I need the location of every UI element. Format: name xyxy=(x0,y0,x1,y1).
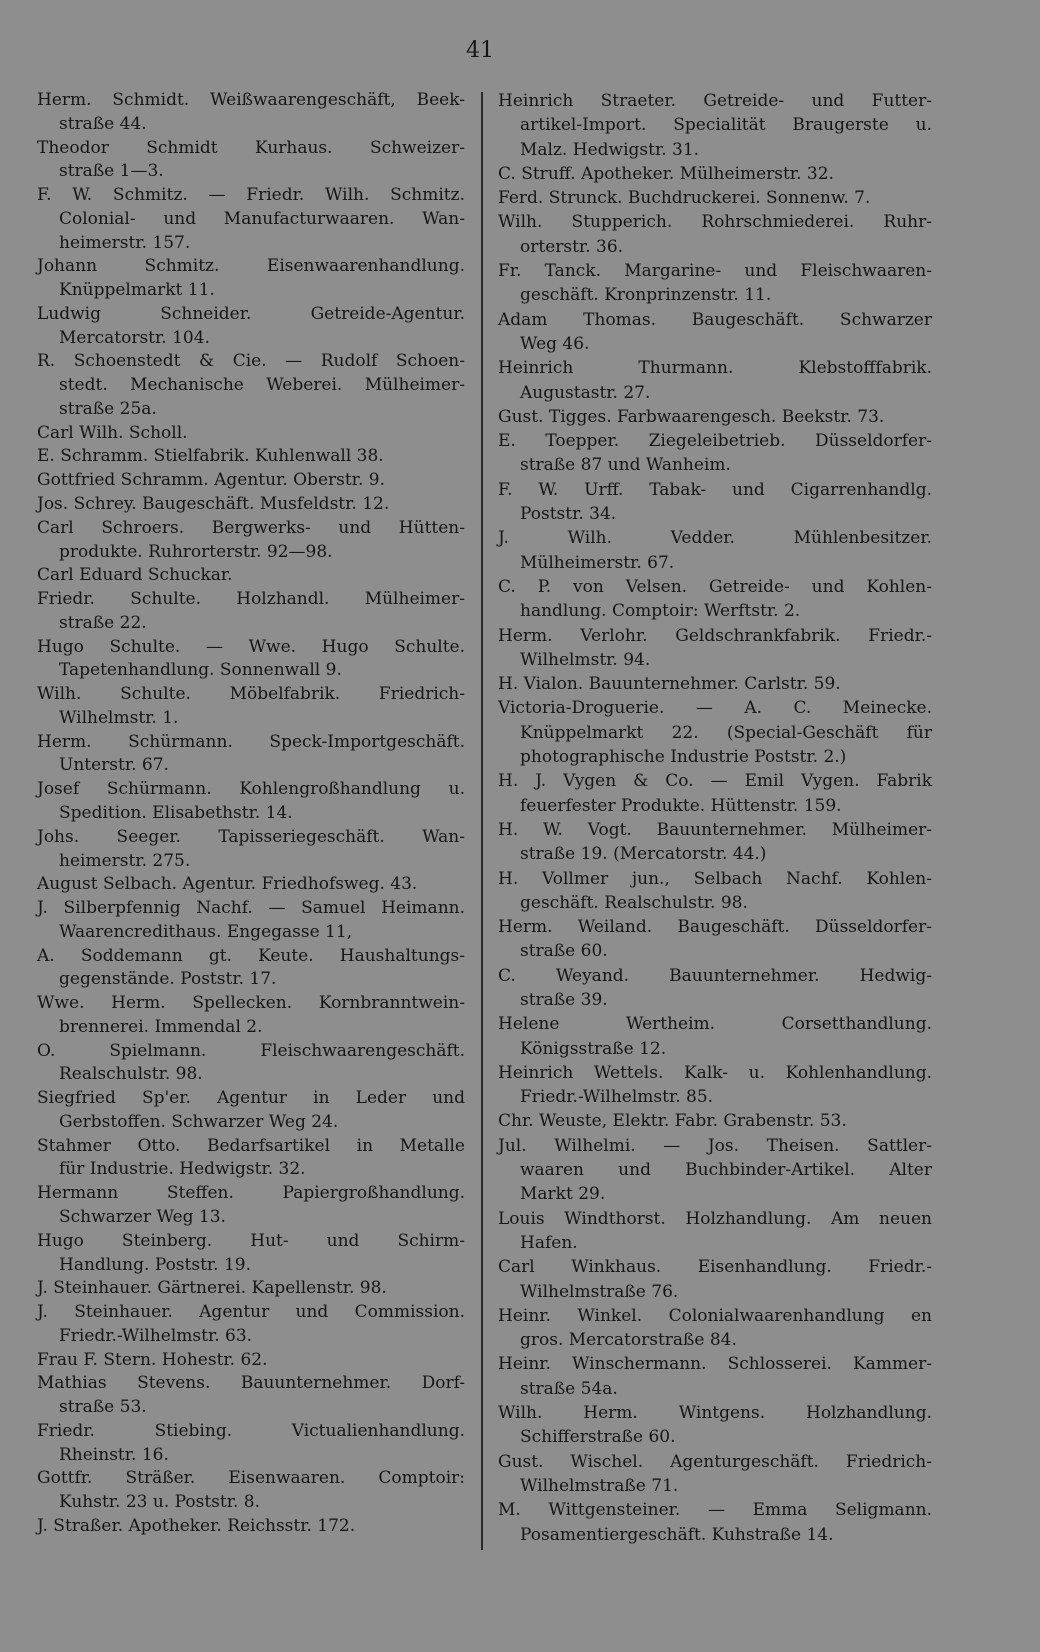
entry-line: Herm. Schmidt. Weißwaarengeschäft, Beek- xyxy=(37,90,465,110)
entry-line: Adam Thomas. Baugeschäft. Schwarzer xyxy=(498,309,932,330)
entry-line: Herm. Schürmann. Speck-Importgeschäft. xyxy=(37,731,465,752)
entry-continuation-line: Augustastr. 27. xyxy=(520,382,651,403)
entry-line: H. W. Vogt. Bauunternehmer. Mülheimer- xyxy=(498,819,932,840)
entry-continuation-line: heimerstr. 157. xyxy=(59,232,191,253)
entry-line: Hugo Schulte. — Wwe. Hugo Schulte. xyxy=(37,636,465,657)
directory-entry xyxy=(37,493,465,517)
entry-line: Wilh. Herm. Wintgens. Holzhandlung. xyxy=(498,1403,932,1424)
entry-continuation-line: waaren und Buchbinder-Artikel. Alter xyxy=(520,1160,932,1181)
directory-entry xyxy=(498,1207,932,1256)
entry-continuation-line: Waarencredithaus. Engegasse 11, xyxy=(59,921,353,942)
entry-continuation-line: feuerfester Produkte. Hüttenstr. 159. xyxy=(520,795,842,816)
entry-continuation-line: Schwarzer Weg 13. xyxy=(59,1206,226,1227)
directory-entry xyxy=(498,818,932,867)
entry-line: Carl Winkhaus. Eisenhandlung. Friedr.- xyxy=(498,1257,932,1278)
entry-continuation-line: stedt. Mechanische Weberei. Mülheimer- xyxy=(59,375,465,396)
entry-line: Mathias Stevens. Bauunternehmer. Dorf- xyxy=(37,1373,465,1394)
entry-line: Wilh. Stupperich. Rohrschmiederei. Ruhr- xyxy=(498,212,932,233)
entry-line: Jul. Wilhelmi. — Jos. Theisen. Sattler- xyxy=(498,1135,932,1156)
entry-continuation-line: handlung. Comptoir: Werftstr. 2. xyxy=(520,601,801,622)
entry-continuation-line: brennerei. Immendal 2. xyxy=(59,1016,263,1037)
entry-line: Heinrich Wettels. Kalk- u. Kohlenhandlung. xyxy=(498,1062,932,1083)
directory-entry xyxy=(37,445,465,469)
entry-line: Heinrich Straeter. Getreide- und Futter- xyxy=(498,91,932,111)
entry-continuation-line: straße 25a. xyxy=(59,398,157,419)
entry-continuation-line: Unterstr. 67. xyxy=(59,755,169,776)
entry-line: Heinr. Winkel. Colonialwaarenhandlung en xyxy=(498,1305,932,1326)
entry-continuation-line: Wilhelmstraße 71. xyxy=(520,1475,679,1496)
directory-entry xyxy=(37,469,465,493)
entry-continuation-line: Realschulstr. 98. xyxy=(59,1064,203,1085)
entry-line: Gust. Tigges. Farbwaarengesch. Beekstr. 73. xyxy=(498,406,885,427)
directory-entry xyxy=(498,1450,932,1499)
directory-entry xyxy=(37,778,465,826)
directory-entry xyxy=(498,1498,932,1547)
entry-continuation-line: Colonial- und Manufacturwaaren. Wan- xyxy=(59,208,465,229)
directory-entry xyxy=(498,210,932,259)
directory-entry xyxy=(498,89,932,162)
directory-entry xyxy=(37,1040,465,1088)
entry-continuation-line: Markt 29. xyxy=(520,1184,606,1205)
entry-continuation-line: straße 19. (Mercatorstr. 44.) xyxy=(520,844,767,865)
entry-continuation-line: artikel-Import. Specialität Braugerste u. xyxy=(520,115,932,136)
directory-entry xyxy=(498,478,932,527)
directory-entry xyxy=(498,1134,932,1207)
entry-line: Friedr. Schulte. Holzhandl. Mülheimer- xyxy=(37,589,465,610)
entry-continuation-line: geschäft. Kronprinzenstr. 11. xyxy=(520,285,772,306)
directory-entry xyxy=(498,1401,932,1450)
entry-continuation-line: Königsstraße 12. xyxy=(520,1038,667,1059)
entry-continuation-line: Malz. Hedwigstr. 31. xyxy=(520,139,700,160)
directory-entry xyxy=(37,1277,465,1301)
entry-continuation-line: straße 22. xyxy=(59,612,147,633)
entry-line: Friedr. Stiebing. Victualienhandlung. xyxy=(37,1420,465,1441)
directory-entry xyxy=(498,1012,932,1061)
entry-continuation-line: gros. Mercatorstraße 84. xyxy=(520,1330,737,1351)
entry-line: Fr. Tanck. Margarine- und Fleischwaaren- xyxy=(498,261,932,282)
entry-line: E. Schramm. Stielfabrik. Kuhlenwall 38. xyxy=(37,446,384,467)
directory-entry xyxy=(37,1230,465,1278)
entry-line: C. P. von Velsen. Getreide- und Kohlen- xyxy=(498,576,932,597)
directory-entry xyxy=(498,356,932,405)
entry-continuation-line: Mercatorstr. 104. xyxy=(59,327,210,348)
entry-line: Heinr. Winschermann. Schlosserei. Kammer- xyxy=(498,1354,932,1375)
directory-entry xyxy=(37,1349,465,1373)
directory-entry xyxy=(498,1255,932,1304)
entry-continuation-line: Kuhstr. 23 u. Poststr. 8. xyxy=(59,1492,261,1513)
entry-line: Chr. Weuste, Elektr. Fabr. Grabenstr. 53. xyxy=(498,1111,847,1132)
entry-continuation-line: straße 60. xyxy=(520,941,608,962)
entry-continuation-line: Tapetenhandlung. Sonnenwall 9. xyxy=(59,660,342,681)
entry-continuation-line: Gerbstoffen. Schwarzer Weg 24. xyxy=(59,1111,339,1132)
directory-entry xyxy=(37,683,465,731)
directory-entry xyxy=(498,672,932,696)
entry-line: Wilh. Schulte. Möbelfabrik. Friedrich- xyxy=(37,684,465,705)
entry-line: Johs. Seeger. Tapisseriegeschäft. Wan- xyxy=(37,826,465,847)
entry-continuation-line: straße 53. xyxy=(59,1397,147,1418)
directory-entry xyxy=(37,945,465,993)
entry-line: J. Straßer. Apotheker. Reichsstr. 172. xyxy=(37,1515,356,1536)
entry-line: F. W. Schmitz. — Friedr. Wilh. Schmitz. xyxy=(37,185,465,206)
directory-entry xyxy=(498,769,932,818)
entry-line: Herm. Weiland. Baugeschäft. Düsseldorfer- xyxy=(498,917,932,938)
directory-entry xyxy=(37,1372,465,1420)
entry-continuation-line: photographische Industrie Poststr. 2.) xyxy=(520,747,847,768)
directory-entry xyxy=(37,826,465,874)
entry-line: Siegfried Sp'er. Agentur in Leder und xyxy=(37,1088,465,1109)
directory-entry xyxy=(37,992,465,1040)
directory-entry xyxy=(498,1109,932,1133)
directory-entry xyxy=(498,405,932,429)
entry-line: Carl Schroers. Bergwerks- und Hütten- xyxy=(37,517,465,538)
entry-line: Helene Wertheim. Corsetthandlung. xyxy=(498,1014,932,1035)
entry-line: Ludwig Schneider. Getreide-Agentur. xyxy=(37,303,465,324)
entry-line: H. Vollmer jun., Selbach Nachf. Kohlen- xyxy=(498,868,932,889)
entry-line: J. Steinhauer. Agentur und Commission. xyxy=(37,1302,465,1323)
directory-entry xyxy=(37,873,465,897)
entry-line: H. Vialon. Bauunternehmer. Carlstr. 59. xyxy=(498,674,841,695)
entry-line: Hermann Steffen. Papiergroßhandlung. xyxy=(37,1183,465,1204)
entry-line: R. Schoenstedt & Cie. — Rudolf Schoen- xyxy=(37,351,465,372)
entry-continuation-line: straße 54a. xyxy=(520,1378,618,1399)
entry-line: H. J. Vygen & Co. — Emil Vygen. Fabrik xyxy=(498,771,932,792)
directory-entry xyxy=(498,575,932,624)
entry-line: F. W. Urff. Tabak- und Cigarrenhandlg. xyxy=(498,479,932,500)
entry-line: J. Steinhauer. Gärtnerei. Kapellenstr. 98. xyxy=(37,1278,387,1299)
directory-entry xyxy=(37,636,465,684)
entry-continuation-line: produkte. Ruhrorterstr. 92—98. xyxy=(59,541,333,562)
entry-line: Wwe. Herm. Spellecken. Kornbranntwein- xyxy=(37,993,465,1014)
directory-entry xyxy=(498,526,932,575)
entry-continuation-line: straße 39. xyxy=(520,989,608,1010)
entry-continuation-line: gegenstände. Poststr. 17. xyxy=(59,969,277,990)
directory-entry xyxy=(37,731,465,779)
directory-entry xyxy=(498,308,932,357)
entry-line: Ferd. Strunck. Buchdruckerei. Sonnenw. 7. xyxy=(498,188,871,209)
directory-entry xyxy=(37,1135,465,1183)
right-column xyxy=(498,89,932,1547)
entry-line: August Selbach. Agentur. Friedhofsweg. 43. xyxy=(37,874,418,895)
entry-continuation-line: Rheinstr. 16. xyxy=(59,1444,169,1465)
directory-entry xyxy=(37,1087,465,1135)
entry-line: Hugo Steinberg. Hut- und Schirm- xyxy=(37,1230,465,1251)
entry-line: Frau F. Stern. Hohestr. 62. xyxy=(37,1349,268,1370)
directory-entry xyxy=(37,422,465,446)
directory-entry xyxy=(498,429,932,478)
entry-continuation-line: straße 87 und Wanheim. xyxy=(520,455,731,476)
entry-continuation-line: Posamentiergeschäft. Kuhstraße 14. xyxy=(520,1524,834,1545)
entry-line: Louis Windthorst. Holzhandlung. Am neuen xyxy=(498,1208,932,1229)
entry-continuation-line: straße 44. xyxy=(59,113,147,134)
entry-continuation-line: Friedr.-Wilhelmstr. 85. xyxy=(520,1087,714,1108)
directory-entry xyxy=(498,1061,932,1110)
entry-line: Jos. Schrey. Baugeschäft. Musfeldstr. 12. xyxy=(37,494,390,515)
directory-entry xyxy=(37,1182,465,1230)
entry-continuation-line: straße 1—3. xyxy=(59,161,164,182)
entry-continuation-line: Friedr.-Wilhelmstr. 63. xyxy=(59,1325,253,1346)
directory-entry xyxy=(37,137,465,185)
entry-line: Heinrich Thurmann. Klebstofffabrik. xyxy=(498,358,932,379)
directory-entry xyxy=(37,1467,465,1515)
entry-line: Josef Schürmann. Kohlengroßhandlung u. xyxy=(37,779,465,800)
directory-entry xyxy=(498,915,932,964)
entry-line: Gust. Wischel. Agenturgeschäft. Friedrich- xyxy=(498,1451,932,1472)
entry-line: C. Struff. Apotheker. Mülheimerstr. 32. xyxy=(498,163,834,184)
entry-line: Stahmer Otto. Bedarfsartikel in Metalle xyxy=(37,1135,465,1156)
entry-line: Gottfried Schramm. Agentur. Oberstr. 9. xyxy=(37,470,385,491)
directory-entry xyxy=(498,186,932,210)
directory-entry xyxy=(37,184,465,255)
entry-continuation-line: Schifferstraße 60. xyxy=(520,1427,676,1448)
entry-continuation-line: heimerstr. 275. xyxy=(59,850,191,871)
directory-entry xyxy=(498,867,932,916)
left-column xyxy=(37,89,465,1539)
directory-entry xyxy=(498,624,932,673)
entry-continuation-line: Poststr. 34. xyxy=(520,504,617,525)
directory-entry xyxy=(37,1515,465,1539)
directory-entry xyxy=(37,255,465,303)
entry-continuation-line: Hafen. xyxy=(520,1232,578,1253)
entry-line: C. Weyand. Bauunternehmer. Hedwig- xyxy=(498,965,932,986)
directory-entry xyxy=(498,696,932,769)
entry-line: J. Wilh. Vedder. Mühlenbesitzer. xyxy=(498,528,932,549)
directory-entry xyxy=(37,303,465,351)
entry-line: Johann Schmitz. Eisenwaarenhandlung. xyxy=(37,256,465,277)
directory-entry xyxy=(37,897,465,945)
directory-entry xyxy=(37,89,465,137)
entry-continuation-line: Mülheimerstr. 67. xyxy=(520,552,675,573)
entry-line: E. Toepper. Ziegeleibetrieb. Düsseldorfer- xyxy=(498,431,932,452)
entry-line: Carl Wilh. Scholl. xyxy=(37,422,188,443)
directory-entry xyxy=(498,1304,932,1353)
page-number: 41 xyxy=(466,38,494,63)
entry-line: J. Silberpfennig Nachf. — Samuel Heimann. xyxy=(37,898,465,919)
column-divider xyxy=(481,92,483,1550)
entry-continuation-line: Wilhelmstr. 1. xyxy=(59,707,179,728)
entry-continuation-line: Spedition. Elisabethstr. 14. xyxy=(59,802,293,823)
entry-continuation-line: Wilhelmstr. 94. xyxy=(520,649,651,670)
directory-entry xyxy=(37,1301,465,1349)
entry-line: A. Soddemann gt. Keute. Haushaltungs- xyxy=(37,945,465,966)
directory-entry xyxy=(498,1352,932,1401)
entry-line: O. Spielmann. Fleischwaarengeschäft. xyxy=(37,1040,465,1061)
entry-line: Theodor Schmidt Kurhaus. Schweizer- xyxy=(37,137,465,158)
entry-continuation-line: Wilhelmstraße 76. xyxy=(520,1281,679,1302)
entry-continuation-line: Weg 46. xyxy=(520,333,590,354)
entry-continuation-line: Knüppelmarkt 11. xyxy=(59,280,215,301)
directory-entry xyxy=(37,517,465,565)
entry-line: Gottfr. Sträßer. Eisenwaaren. Comptoir: xyxy=(37,1468,465,1489)
entry-continuation-line: orterstr. 36. xyxy=(520,236,624,257)
entry-continuation-line: geschäft. Realschulstr. 98. xyxy=(520,892,748,913)
directory-entry xyxy=(37,588,465,636)
entry-continuation-line: für Industrie. Hedwigstr. 32. xyxy=(59,1159,306,1180)
entry-line: Carl Eduard Schuckar. xyxy=(37,565,233,586)
entry-continuation-line: Knüppelmarkt 22. (Special-Geschäft für xyxy=(520,722,932,743)
entry-continuation-line: Handlung. Poststr. 19. xyxy=(59,1254,252,1275)
directory-entry xyxy=(498,259,932,308)
directory-entry xyxy=(37,564,465,588)
directory-entry xyxy=(498,162,932,186)
directory-entry xyxy=(498,964,932,1013)
entry-line: Herm. Verlohr. Geldschrankfabrik. Friedr.- xyxy=(498,625,932,646)
entry-line: M. Wittgensteiner. — Emma Seligmann. xyxy=(498,1500,932,1521)
directory-entry xyxy=(37,1420,465,1468)
directory-entry xyxy=(37,350,465,421)
entry-line: Victoria-Droguerie. — A. C. Meinecke. xyxy=(498,698,932,719)
